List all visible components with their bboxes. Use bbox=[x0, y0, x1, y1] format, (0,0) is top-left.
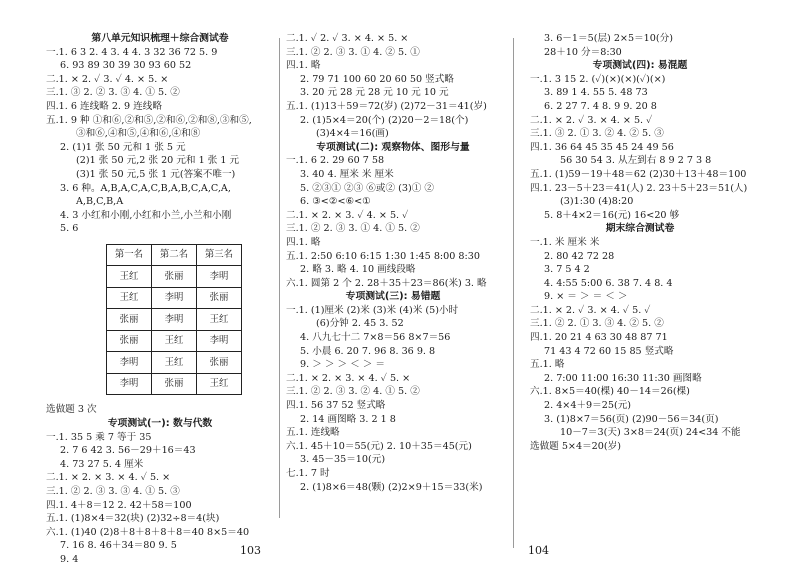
answer-line: 选做题 3 次 bbox=[46, 404, 97, 416]
table-header-row bbox=[107, 244, 242, 266]
table-row bbox=[107, 287, 242, 309]
table-cell: 张丽 bbox=[152, 373, 197, 395]
table-cell: 王红 bbox=[197, 309, 242, 331]
answer-line: 七.1. 7 时 bbox=[286, 468, 330, 479]
section-heading: 期末综合测试卷 bbox=[605, 223, 675, 235]
answer-line: 4. 4:55 5:00 6. 38 7. 4 8. 4 bbox=[544, 277, 673, 289]
answer-line: 2. 80 42 72 28 bbox=[544, 250, 615, 262]
answer-line: 二.1. × 2. × 3. ✓ 4. × 5. ✓ bbox=[286, 209, 409, 221]
answer-line: 四.1. 4＋8＝12 2. 42＋58＝100 bbox=[46, 499, 192, 511]
section-heading: 专项测试(一): 数与代数 bbox=[107, 418, 213, 429]
answer-line: 三.1. ② 2. ③ 3. ① 4. ① 5. ② bbox=[286, 223, 420, 235]
table-cell: 李明 bbox=[152, 309, 197, 331]
answer-line: 9. ＞ ＞ ＞ ＜ ＞ ＝ bbox=[300, 359, 386, 371]
table-row bbox=[107, 266, 242, 288]
answer-line: ③和⑥,④和⑤,④和⑥,④和⑧ bbox=[76, 128, 201, 140]
answer-line: 28＋10 分＝8:30 bbox=[544, 46, 622, 58]
answer-line: 5. ②③① ②③ ⑥或② (3)① ② bbox=[300, 182, 434, 194]
table-cell: 王红 bbox=[107, 287, 152, 309]
column-divider bbox=[513, 38, 514, 548]
column-left-lower bbox=[46, 403, 274, 566]
answer-line: 2. 7 6 42 3. 56－29＋16＝43 bbox=[60, 445, 196, 457]
answer-line: 3. 20 元 28 元 28 元 10 元 10 元 bbox=[300, 87, 449, 99]
answer-line: 五.1. 2:50 6:10 6:15 1:30 1:45 8:00 8:30 bbox=[286, 250, 480, 262]
table-cell: 第一名 bbox=[107, 244, 152, 266]
answer-line: 3. 40 4. 厘米 米 厘米 bbox=[300, 168, 394, 180]
answer-line: 71 43 4 72 60 15 85 竖式略 bbox=[544, 345, 674, 357]
column-left-upper bbox=[46, 32, 274, 236]
table-cell: 王红 bbox=[107, 266, 152, 288]
answer-line: 五.1. 连线略 bbox=[286, 427, 340, 439]
table-cell: 李明 bbox=[107, 373, 152, 395]
answer-line: 9. × ＝ ＞ ＝ ＜ ＞ bbox=[544, 291, 628, 303]
answer-line: 五.1. 9 种 ①和⑥,②和⑤,②和⑥,②和⑧,③和⑤, bbox=[46, 114, 252, 126]
answer-line: 三.1. ② 2. ③ 3. ① 4. ② 5. ① bbox=[286, 46, 420, 58]
answer-line: 四.1. 略 bbox=[286, 60, 321, 72]
answer-line: 7. 16 8. 46＋34＝80 9. 5 bbox=[60, 540, 177, 552]
answer-line: 一.1. 6 3 2. 4 3. 4 4. 3 32 36 72 5. 9 bbox=[46, 46, 218, 58]
answer-line: (3)4×4＝16(画) bbox=[316, 128, 389, 140]
column-middle bbox=[286, 32, 500, 494]
answer-line: 一.1. 35 5 乘 7 等于 35 bbox=[46, 431, 152, 443]
table-cell: 张丽 bbox=[107, 309, 152, 331]
answer-line: 六.1. (1)40 (2)8＋8＋8＋8＋8＝40 8×5＝40 bbox=[46, 526, 250, 538]
answer-line: 2. 7:00 11:00 16:30 11:30 画图略 bbox=[544, 372, 702, 384]
table-row bbox=[107, 330, 242, 352]
answer-line: 五.1. 略 bbox=[530, 359, 565, 371]
answer-line: (3)1:30 (4)8:20 bbox=[560, 196, 634, 208]
answer-line: 六.1. 8×5＝40(棵) 40－14＝26(棵) bbox=[530, 386, 690, 398]
page-number-left: 103 bbox=[240, 544, 261, 557]
answer-line: 5. 8＋4×2＝16(元) 16<20 够 bbox=[544, 209, 680, 221]
section-heading: 专项测试(二): 观察物体、图形与量 bbox=[316, 141, 470, 153]
answer-line: 4. 3 小红和小刚,小红和小兰,小兰和小刚 bbox=[60, 209, 232, 221]
answer-line: 3. 7 5 4 2 bbox=[544, 264, 590, 276]
answer-line: 2. (1)1 张 50 元和 1 张 5 元 bbox=[60, 141, 186, 153]
answer-line: 3. 6－1＝5(层) 2×5＝10(分) bbox=[544, 33, 673, 44]
table-cell: 李明 bbox=[197, 266, 242, 288]
answer-line: 二.1. × 2. × 3. × 4. ✓ 5. × bbox=[46, 472, 171, 484]
answer-line: 四.1. 23－5＋23＝41(人) 2. 23＋5＋23＝51(人) bbox=[530, 182, 748, 194]
answer-line: 六.1. 45＋10＝55(元) 2. 10＋35＝45(元) bbox=[286, 440, 472, 452]
answer-line: 10－7＝3(天) 3×8＝24(页) 24<34 不能 bbox=[560, 427, 741, 439]
answer-line: 选做题 5×4＝20(岁) bbox=[530, 440, 621, 452]
section-heading: 第八单元知识梳理＋综合测试卷 bbox=[91, 33, 229, 44]
answer-line: 四.1. 20 21 4 63 30 48 87 71 bbox=[530, 332, 668, 344]
table-cell: 张丽 bbox=[197, 287, 242, 309]
column-left bbox=[46, 32, 274, 567]
answer-line: (2)1 张 50 元,2 张 20 元和 1 张 1 元 bbox=[76, 155, 240, 167]
table-cell: 第三名 bbox=[197, 244, 242, 266]
answer-line: 9. 4 bbox=[60, 553, 79, 565]
table-cell: 张丽 bbox=[197, 352, 242, 374]
answer-line: 2. 14 画图略 3. 2 1 8 bbox=[300, 413, 396, 425]
answer-line: 56 30 54 3. 从左到右 8 9 2 7 3 8 bbox=[560, 155, 712, 167]
answer-line: 3. 45－35＝10(元) bbox=[300, 454, 386, 466]
answer-line: 2. 4×4＋9＝25(元) bbox=[544, 400, 632, 412]
answer-line: 四.1. 6 连线略 2. 9 连线略 bbox=[46, 100, 162, 112]
answer-line: 6. 2 27 7. 4 8. 9 9. 20 8 bbox=[544, 100, 657, 112]
answer-line: 六.1. 圆第 2 个 2. 28＋35＋23＝86(米) 3. 略 bbox=[286, 277, 487, 289]
answer-line: 三.1. ② 2. ③ 3. ③ 4. ① 5. ③ bbox=[46, 485, 180, 497]
answer-line: 2. 79 71 100 60 20 60 50 竖式略 bbox=[300, 73, 454, 85]
answer-line: 3. 6 种。A,B,A,C,A,C,B,A,B,C,A,C,A, bbox=[60, 182, 231, 194]
answer-line: (3)1 张 50 元,5 张 1 元(答案不唯一) bbox=[76, 168, 236, 180]
answer-line: 五.1. (1)8×4＝32(块) (2)32÷8＝4(块) bbox=[46, 513, 220, 525]
answer-line: 四.1. 56 37 52 竖式略 bbox=[286, 400, 386, 412]
answer-line: 三.1. ② 2. ① 3. ③ 4. ② 5. ② bbox=[530, 318, 664, 330]
answer-line: 3. 89 1 4. 55 5. 48 73 bbox=[544, 87, 648, 99]
answer-line: 二.1. × 2. ✓ 3. × 4. × 5. ✓ bbox=[530, 114, 653, 126]
answer-line: 二.1. × 2. × 3. × 4. ✓ 5. × bbox=[286, 372, 411, 384]
answer-line: 5. 小晨 6. 20 7. 96 8. 36 9. 8 bbox=[300, 345, 436, 357]
answer-line: 2. 略 3. 略 4. 10 画线段略 bbox=[300, 264, 416, 276]
answer-line: 五.1. (1)59－19＋48＝62 (2)30＋13＋48＝100 bbox=[530, 168, 747, 180]
answer-line: 四.1. 略 bbox=[286, 236, 321, 248]
answer-line: 三.1. ② 2. ③ 3. ② 4. ① 5. ② bbox=[286, 386, 420, 398]
table-cell: 李明 bbox=[152, 287, 197, 309]
answer-line: 一.1. 3 15 2. (✓)(×)(×)(✓)(×) bbox=[530, 73, 666, 85]
answer-line: (6)分钟 2. 45 3. 52 bbox=[316, 318, 404, 330]
answer-line: 三.1. ③ 2. ② 3. ③ 4. ① 5. ② bbox=[46, 87, 180, 99]
table-cell: 第二名 bbox=[152, 244, 197, 266]
answer-line: 一.1. 米 厘米 米 bbox=[530, 236, 600, 248]
answer-line: 6. 93 89 30 39 30 93 60 52 bbox=[60, 60, 192, 72]
answer-line: A,B,C,B,A bbox=[76, 196, 124, 208]
answer-line: 4. 73 27 5. 4 厘米 bbox=[60, 458, 144, 470]
answer-line: 二.1. × 2. ✓ 3. × 4. ✓ 5. ✓ bbox=[530, 304, 651, 316]
table-cell: 王红 bbox=[197, 373, 242, 395]
table-cell: 李明 bbox=[197, 330, 242, 352]
ranking-table bbox=[106, 244, 242, 396]
answer-line: 3. (1)8×7＝56(页) (2)90－56＝34(页) bbox=[544, 413, 719, 425]
answer-line: 4. 八九七十二 7×8＝56 8×7＝56 bbox=[300, 332, 451, 344]
page-number-right: 104 bbox=[528, 544, 549, 557]
answer-line: 6. ③<②<⑥<① bbox=[300, 196, 371, 208]
table-row bbox=[107, 309, 242, 331]
answer-line: 5. 6 bbox=[60, 223, 79, 235]
table-cell: 李明 bbox=[107, 352, 152, 374]
section-heading: 专项测试(三): 易错题 bbox=[345, 291, 441, 303]
table-row bbox=[107, 352, 242, 374]
answer-line: 四.1. 36 64 45 35 45 24 49 56 bbox=[530, 141, 674, 153]
answer-line: 五.1. (1)13＋59＝72(岁) (2)72－31＝41(岁) bbox=[286, 100, 487, 112]
column-divider bbox=[279, 38, 280, 518]
table-cell: 王红 bbox=[152, 330, 197, 352]
table-cell: 张丽 bbox=[107, 330, 152, 352]
column-right bbox=[530, 32, 750, 453]
answer-line: 一.1. (1)厘米 (2)米 (3)米 (4)米 (5)小时 bbox=[286, 304, 459, 316]
table-cell: 张丽 bbox=[152, 266, 197, 288]
table-row bbox=[107, 373, 242, 395]
answer-line: 2. (1)5×4＝20(个) (2)20－2＝18(个) bbox=[300, 114, 469, 126]
answer-line: 三.1. ③ 2. ① 3. ② 4. ② 5. ③ bbox=[530, 128, 664, 140]
answer-line: 二.1. × 2. ✓ 3. ✓ 4. × 5. × bbox=[46, 73, 169, 85]
answer-line: 二.1. ✓ 2. ✓ 3. × 4. × 5. × bbox=[286, 33, 409, 44]
answer-line: 一.1. 6 2. 29 60 7 58 bbox=[286, 155, 385, 167]
answer-line: 2. (1)8×6＝48(颗) (2)2×9＋15＝33(米) bbox=[300, 481, 483, 493]
section-heading: 专项测试(四): 易混题 bbox=[592, 60, 688, 72]
table-cell: 王红 bbox=[152, 352, 197, 374]
